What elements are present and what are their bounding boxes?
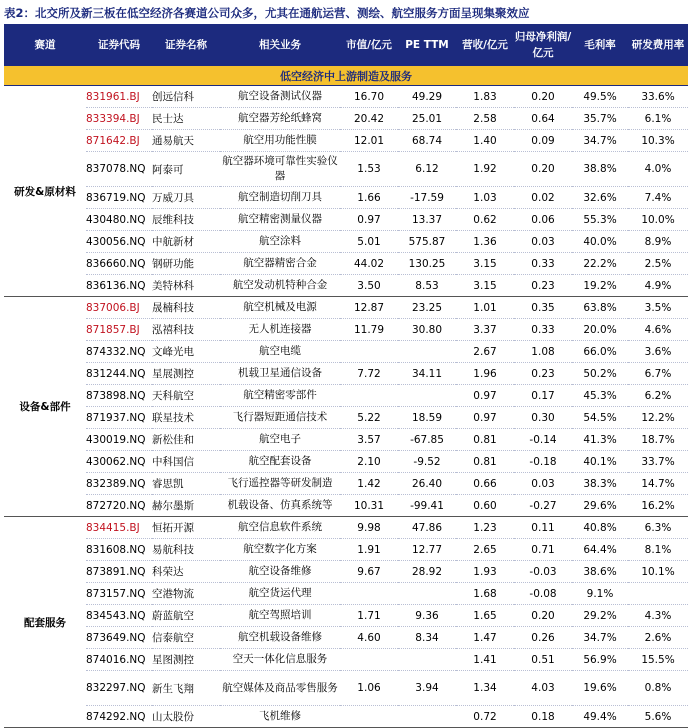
- table-row: [4, 517, 688, 539]
- table-row: [4, 187, 688, 209]
- revenue-cell: 2.65: [456, 539, 514, 561]
- table-row: [4, 152, 688, 187]
- security-name-cell: 泓禧科技: [152, 319, 220, 341]
- rd-ratio-cell: 4.0%: [628, 152, 688, 187]
- company-table: [4, 24, 688, 728]
- related-business-cell: 航空媒体及商品零售服务: [220, 671, 340, 706]
- header-code: 证券代码: [86, 24, 152, 66]
- security-name-cell: 钢研功能: [152, 253, 220, 275]
- header-category: 赛道: [4, 24, 86, 66]
- gross-margin-cell: 29.2%: [572, 605, 628, 627]
- table-row: [4, 253, 688, 275]
- market-cap-cell: 7.72: [340, 363, 398, 385]
- security-code-cell: 871857.BJ: [86, 319, 152, 341]
- table-row: [4, 451, 688, 473]
- pe-ttm-cell: 34.11: [398, 363, 456, 385]
- gross-margin-cell: 45.3%: [572, 385, 628, 407]
- gross-margin-cell: 34.7%: [572, 130, 628, 152]
- security-code-cell: 874292.NQ: [86, 706, 152, 728]
- gross-margin-cell: 50.2%: [572, 363, 628, 385]
- header-rd-ratio: 研发费用率: [628, 24, 688, 66]
- security-name-cell: 空港物流: [152, 583, 220, 605]
- revenue-cell: 2.67: [456, 341, 514, 363]
- net-profit-cell: 0.64: [514, 108, 572, 130]
- related-business-cell: 空天一体化信息服务: [220, 649, 340, 671]
- related-business-cell: 航空配套设备: [220, 451, 340, 473]
- related-business-cell: 航空器精密合金: [220, 253, 340, 275]
- pe-ttm-cell: 8.53: [398, 275, 456, 297]
- net-profit-cell: 0.02: [514, 187, 572, 209]
- security-name-cell: 星图测控: [152, 649, 220, 671]
- gross-margin-cell: 63.8%: [572, 297, 628, 319]
- pe-ttm-cell: 8.34: [398, 627, 456, 649]
- net-profit-cell: 0.03: [514, 473, 572, 495]
- table-row: [4, 429, 688, 451]
- market-cap-cell: [340, 706, 398, 728]
- pe-ttm-cell: [398, 341, 456, 363]
- net-profit-cell: 0.06: [514, 209, 572, 231]
- security-code-cell: 836136.NQ: [86, 275, 152, 297]
- security-code-cell: 831608.NQ: [86, 539, 152, 561]
- security-name-cell: 科荣达: [152, 561, 220, 583]
- market-cap-cell: 9.67: [340, 561, 398, 583]
- security-code-cell: 874332.NQ: [86, 341, 152, 363]
- pe-ttm-cell: 130.25: [398, 253, 456, 275]
- table-row: [4, 130, 688, 152]
- market-cap-cell: 1.42: [340, 473, 398, 495]
- pe-ttm-cell: [398, 706, 456, 728]
- gross-margin-cell: 9.1%: [572, 583, 628, 605]
- net-profit-cell: 0.17: [514, 385, 572, 407]
- section-row: [4, 66, 688, 86]
- security-code-cell: 872720.NQ: [86, 495, 152, 517]
- market-cap-cell: 5.01: [340, 231, 398, 253]
- security-code-cell: 873898.NQ: [86, 385, 152, 407]
- net-profit-cell: -0.03: [514, 561, 572, 583]
- pe-ttm-cell: 18.59: [398, 407, 456, 429]
- security-name-cell: 新生飞翔: [152, 671, 220, 706]
- related-business-cell: 航空货运代理: [220, 583, 340, 605]
- rd-ratio-cell: 2.6%: [628, 627, 688, 649]
- rd-ratio-cell: 16.2%: [628, 495, 688, 517]
- revenue-cell: 0.97: [456, 407, 514, 429]
- pe-ttm-cell: -9.52: [398, 451, 456, 473]
- header-revenue: 营收/亿元: [456, 24, 514, 66]
- pe-ttm-cell: 49.29: [398, 86, 456, 108]
- gross-margin-cell: 38.8%: [572, 152, 628, 187]
- section-title: 低空经济中上游制造及服务: [4, 66, 688, 86]
- gross-margin-cell: 40.1%: [572, 451, 628, 473]
- header-market-cap: 市值/亿元: [340, 24, 398, 66]
- related-business-cell: 航空信息软件系统: [220, 517, 340, 539]
- revenue-cell: 0.81: [456, 429, 514, 451]
- header-net-profit: 归母净利润/亿元: [514, 24, 572, 66]
- related-business-cell: 机载卫星通信设备: [220, 363, 340, 385]
- security-name-cell: 万威刀具: [152, 187, 220, 209]
- market-cap-cell: 1.71: [340, 605, 398, 627]
- gross-margin-cell: 22.2%: [572, 253, 628, 275]
- related-business-cell: 航空发动机特种合金: [220, 275, 340, 297]
- related-business-cell: 航空制造切削刀具: [220, 187, 340, 209]
- market-cap-cell: 20.42: [340, 108, 398, 130]
- table-title: 表2：北交所及新三板在低空经济各赛道公司众多，尤其在通航运营、测绘、航空服务方面呈现集聚效应: [4, 6, 530, 20]
- security-name-cell: 易航科技: [152, 539, 220, 561]
- related-business-cell: 航空机械及电源: [220, 297, 340, 319]
- security-code-cell: 831961.BJ: [86, 86, 152, 108]
- revenue-cell: 0.97: [456, 385, 514, 407]
- rd-ratio-cell: 6.3%: [628, 517, 688, 539]
- net-profit-cell: 4.03: [514, 671, 572, 706]
- security-code-cell: 873157.NQ: [86, 583, 152, 605]
- gross-margin-cell: 40.0%: [572, 231, 628, 253]
- security-code-cell: 836660.NQ: [86, 253, 152, 275]
- pe-ttm-cell: [398, 649, 456, 671]
- table-row: [4, 231, 688, 253]
- gross-margin-cell: 34.7%: [572, 627, 628, 649]
- security-code-cell: 871937.NQ: [86, 407, 152, 429]
- related-business-cell: 航空精密测量仪器: [220, 209, 340, 231]
- net-profit-cell: 0.30: [514, 407, 572, 429]
- pe-ttm-cell: 47.86: [398, 517, 456, 539]
- security-name-cell: 美特林科: [152, 275, 220, 297]
- pe-ttm-cell: 23.25: [398, 297, 456, 319]
- security-code-cell: 430056.NQ: [86, 231, 152, 253]
- related-business-cell: 航空驾照培训: [220, 605, 340, 627]
- revenue-cell: 3.15: [456, 253, 514, 275]
- revenue-cell: 3.15: [456, 275, 514, 297]
- header-name: 证券名称: [152, 24, 220, 66]
- net-profit-cell: 0.20: [514, 86, 572, 108]
- related-business-cell: 航空电缆: [220, 341, 340, 363]
- related-business-cell: 航空数字化方案: [220, 539, 340, 561]
- security-name-cell: 星展测控: [152, 363, 220, 385]
- net-profit-cell: 0.26: [514, 627, 572, 649]
- market-cap-cell: 3.50: [340, 275, 398, 297]
- rd-ratio-cell: 10.3%: [628, 130, 688, 152]
- revenue-cell: 0.60: [456, 495, 514, 517]
- net-profit-cell: 0.20: [514, 605, 572, 627]
- rd-ratio-cell: 3.6%: [628, 341, 688, 363]
- market-cap-cell: 4.60: [340, 627, 398, 649]
- revenue-cell: 0.62: [456, 209, 514, 231]
- market-cap-cell: [340, 583, 398, 605]
- table-row: [4, 407, 688, 429]
- pe-ttm-cell: 25.01: [398, 108, 456, 130]
- market-cap-cell: 10.31: [340, 495, 398, 517]
- related-business-cell: 航空设备测试仪器: [220, 86, 340, 108]
- net-profit-cell: 0.23: [514, 363, 572, 385]
- related-business-cell: 航空电子: [220, 429, 340, 451]
- revenue-cell: 1.40: [456, 130, 514, 152]
- market-cap-cell: 11.79: [340, 319, 398, 341]
- table-row: [4, 275, 688, 297]
- related-business-cell: 航空用功能性膜: [220, 130, 340, 152]
- revenue-cell: 1.65: [456, 605, 514, 627]
- security-code-cell: 833394.BJ: [86, 108, 152, 130]
- revenue-cell: 1.36: [456, 231, 514, 253]
- table-row: [4, 706, 688, 728]
- security-name-cell: 联星技术: [152, 407, 220, 429]
- table-row: [4, 363, 688, 385]
- security-name-cell: 中航新材: [152, 231, 220, 253]
- table-row: [4, 605, 688, 627]
- header-pe-ttm: PE TTM: [398, 24, 456, 66]
- table-row: [4, 627, 688, 649]
- table-row: [4, 209, 688, 231]
- pe-ttm-cell: 30.80: [398, 319, 456, 341]
- pe-ttm-cell: 26.40: [398, 473, 456, 495]
- gross-margin-cell: 32.6%: [572, 187, 628, 209]
- net-profit-cell: 1.08: [514, 341, 572, 363]
- pe-ttm-cell: -99.41: [398, 495, 456, 517]
- category-cell: 配套服务: [4, 517, 86, 728]
- rd-ratio-cell: 15.5%: [628, 649, 688, 671]
- rd-ratio-cell: 33.6%: [628, 86, 688, 108]
- market-cap-cell: 12.87: [340, 297, 398, 319]
- related-business-cell: 航空机载设备维修: [220, 627, 340, 649]
- rd-ratio-cell: 6.1%: [628, 108, 688, 130]
- security-code-cell: 430480.NQ: [86, 209, 152, 231]
- net-profit-cell: 0.20: [514, 152, 572, 187]
- rd-ratio-cell: 10.1%: [628, 561, 688, 583]
- security-name-cell: 恒拓开源: [152, 517, 220, 539]
- table-row: [4, 649, 688, 671]
- table-row: [4, 108, 688, 130]
- pe-ttm-cell: 13.37: [398, 209, 456, 231]
- gross-margin-cell: 41.3%: [572, 429, 628, 451]
- rd-ratio-cell: 2.5%: [628, 253, 688, 275]
- related-business-cell: 飞行遥控器等研发制造: [220, 473, 340, 495]
- security-name-cell: 民士达: [152, 108, 220, 130]
- security-name-cell: 辰维科技: [152, 209, 220, 231]
- net-profit-cell: 0.33: [514, 319, 572, 341]
- rd-ratio-cell: 6.7%: [628, 363, 688, 385]
- pe-ttm-cell: [398, 583, 456, 605]
- market-cap-cell: 44.02: [340, 253, 398, 275]
- table-row: [4, 583, 688, 605]
- table-row: [4, 86, 688, 108]
- gross-margin-cell: 38.6%: [572, 561, 628, 583]
- revenue-cell: 1.03: [456, 187, 514, 209]
- security-code-cell: 873649.NQ: [86, 627, 152, 649]
- gross-margin-cell: 56.9%: [572, 649, 628, 671]
- security-name-cell: 新松佳和: [152, 429, 220, 451]
- rd-ratio-cell: 5.6%: [628, 706, 688, 728]
- market-cap-cell: 0.97: [340, 209, 398, 231]
- market-cap-cell: 3.57: [340, 429, 398, 451]
- security-name-cell: 文峰光电: [152, 341, 220, 363]
- revenue-cell: 1.68: [456, 583, 514, 605]
- related-business-cell: 航空涂料: [220, 231, 340, 253]
- revenue-cell: 0.66: [456, 473, 514, 495]
- market-cap-cell: 1.53: [340, 152, 398, 187]
- table-row: [4, 473, 688, 495]
- net-profit-cell: 0.03: [514, 231, 572, 253]
- security-name-cell: 创远信科: [152, 86, 220, 108]
- net-profit-cell: 0.09: [514, 130, 572, 152]
- pe-ttm-cell: 68.74: [398, 130, 456, 152]
- security-name-cell: 信泰航空: [152, 627, 220, 649]
- net-profit-cell: 0.35: [514, 297, 572, 319]
- revenue-cell: 1.01: [456, 297, 514, 319]
- security-name-cell: 天科航空: [152, 385, 220, 407]
- gross-margin-cell: 49.5%: [572, 86, 628, 108]
- related-business-cell: 飞行器短距通信技术: [220, 407, 340, 429]
- security-name-cell: 晟楠科技: [152, 297, 220, 319]
- pe-ttm-cell: 575.87: [398, 231, 456, 253]
- related-business-cell: 飞机维修: [220, 706, 340, 728]
- security-code-cell: 832297.NQ: [86, 671, 152, 706]
- security-code-cell: 837006.BJ: [86, 297, 152, 319]
- revenue-cell: 1.23: [456, 517, 514, 539]
- rd-ratio-cell: 33.7%: [628, 451, 688, 473]
- rd-ratio-cell: 10.0%: [628, 209, 688, 231]
- rd-ratio-cell: 6.2%: [628, 385, 688, 407]
- revenue-cell: 1.34: [456, 671, 514, 706]
- security-code-cell: 871642.BJ: [86, 130, 152, 152]
- security-code-cell: 874016.NQ: [86, 649, 152, 671]
- pe-ttm-cell: 9.36: [398, 605, 456, 627]
- market-cap-cell: 16.70: [340, 86, 398, 108]
- pe-ttm-cell: [398, 385, 456, 407]
- market-cap-cell: 1.06: [340, 671, 398, 706]
- market-cap-cell: 2.10: [340, 451, 398, 473]
- revenue-cell: 1.93: [456, 561, 514, 583]
- gross-margin-cell: 40.8%: [572, 517, 628, 539]
- market-cap-cell: [340, 649, 398, 671]
- rd-ratio-cell: 8.1%: [628, 539, 688, 561]
- net-profit-cell: 0.51: [514, 649, 572, 671]
- gross-margin-cell: 49.4%: [572, 706, 628, 728]
- security-code-cell: 834543.NQ: [86, 605, 152, 627]
- category-cell: 设备&部件: [4, 297, 86, 517]
- related-business-cell: 航空精密零部件: [220, 385, 340, 407]
- net-profit-cell: 0.33: [514, 253, 572, 275]
- revenue-cell: 1.41: [456, 649, 514, 671]
- gross-margin-cell: 66.0%: [572, 341, 628, 363]
- gross-margin-cell: 38.3%: [572, 473, 628, 495]
- header-row: [4, 24, 688, 66]
- header-gross-margin: 毛利率: [572, 24, 628, 66]
- related-business-cell: 无人机连接器: [220, 319, 340, 341]
- revenue-cell: 0.72: [456, 706, 514, 728]
- revenue-cell: 1.47: [456, 627, 514, 649]
- market-cap-cell: 1.66: [340, 187, 398, 209]
- rd-ratio-cell: 3.5%: [628, 297, 688, 319]
- security-code-cell: 873891.NQ: [86, 561, 152, 583]
- market-cap-cell: 1.91: [340, 539, 398, 561]
- revenue-cell: 1.83: [456, 86, 514, 108]
- rd-ratio-cell: 12.2%: [628, 407, 688, 429]
- security-name-cell: 中科国信: [152, 451, 220, 473]
- table-row: [4, 561, 688, 583]
- security-name-cell: 通易航天: [152, 130, 220, 152]
- revenue-cell: 2.58: [456, 108, 514, 130]
- revenue-cell: 1.96: [456, 363, 514, 385]
- rd-ratio-cell: [628, 583, 688, 605]
- gross-margin-cell: 54.5%: [572, 407, 628, 429]
- pe-ttm-cell: -67.85: [398, 429, 456, 451]
- related-business-cell: 航空器芳纶纸蜂窝: [220, 108, 340, 130]
- security-code-cell: 834415.BJ: [86, 517, 152, 539]
- related-business-cell: 航空器环境可靠性实验仪器: [220, 152, 340, 187]
- net-profit-cell: 0.71: [514, 539, 572, 561]
- security-code-cell: 836719.NQ: [86, 187, 152, 209]
- security-code-cell: 837078.NQ: [86, 152, 152, 187]
- gross-margin-cell: 35.7%: [572, 108, 628, 130]
- rd-ratio-cell: 8.9%: [628, 231, 688, 253]
- table-row: [4, 539, 688, 561]
- market-cap-cell: 9.98: [340, 517, 398, 539]
- rd-ratio-cell: 4.9%: [628, 275, 688, 297]
- rd-ratio-cell: 7.4%: [628, 187, 688, 209]
- market-cap-cell: [340, 341, 398, 363]
- security-name-cell: 睿思凯: [152, 473, 220, 495]
- table-row: [4, 297, 688, 319]
- security-code-cell: 831244.NQ: [86, 363, 152, 385]
- security-name-cell: 赫尔墨斯: [152, 495, 220, 517]
- pe-ttm-cell: 28.92: [398, 561, 456, 583]
- net-profit-cell: 0.11: [514, 517, 572, 539]
- gross-margin-cell: 19.2%: [572, 275, 628, 297]
- net-profit-cell: -0.27: [514, 495, 572, 517]
- pe-ttm-cell: -17.59: [398, 187, 456, 209]
- security-name-cell: 阿泰可: [152, 152, 220, 187]
- gross-margin-cell: 19.6%: [572, 671, 628, 706]
- table-row: [4, 341, 688, 363]
- table-row: [4, 385, 688, 407]
- rd-ratio-cell: 14.7%: [628, 473, 688, 495]
- market-cap-cell: 5.22: [340, 407, 398, 429]
- security-code-cell: 430019.NQ: [86, 429, 152, 451]
- rd-ratio-cell: 18.7%: [628, 429, 688, 451]
- revenue-cell: 1.92: [456, 152, 514, 187]
- gross-margin-cell: 64.4%: [572, 539, 628, 561]
- rd-ratio-cell: 4.3%: [628, 605, 688, 627]
- security-name-cell: 山太股份: [152, 706, 220, 728]
- security-code-cell: 832389.NQ: [86, 473, 152, 495]
- revenue-cell: 0.81: [456, 451, 514, 473]
- related-business-cell: 机载设备、仿真系统等: [220, 495, 340, 517]
- gross-margin-cell: 29.6%: [572, 495, 628, 517]
- table-row: [4, 319, 688, 341]
- table-row: [4, 671, 688, 706]
- category-cell: 研发&原材料: [4, 86, 86, 297]
- revenue-cell: 3.37: [456, 319, 514, 341]
- pe-ttm-cell: 3.94: [398, 671, 456, 706]
- pe-ttm-cell: 6.12: [398, 152, 456, 187]
- table-row: [4, 495, 688, 517]
- net-profit-cell: -0.18: [514, 451, 572, 473]
- header-business: 相关业务: [220, 24, 340, 66]
- net-profit-cell: 0.18: [514, 706, 572, 728]
- related-business-cell: 航空设备维修: [220, 561, 340, 583]
- net-profit-cell: 0.23: [514, 275, 572, 297]
- market-cap-cell: [340, 385, 398, 407]
- rd-ratio-cell: 4.6%: [628, 319, 688, 341]
- gross-margin-cell: 55.3%: [572, 209, 628, 231]
- gross-margin-cell: 20.0%: [572, 319, 628, 341]
- rd-ratio-cell: 0.8%: [628, 671, 688, 706]
- pe-ttm-cell: 12.77: [398, 539, 456, 561]
- security-name-cell: 蔚蓝航空: [152, 605, 220, 627]
- market-cap-cell: 12.01: [340, 130, 398, 152]
- security-code-cell: 430062.NQ: [86, 451, 152, 473]
- net-profit-cell: -0.14: [514, 429, 572, 451]
- net-profit-cell: -0.08: [514, 583, 572, 605]
